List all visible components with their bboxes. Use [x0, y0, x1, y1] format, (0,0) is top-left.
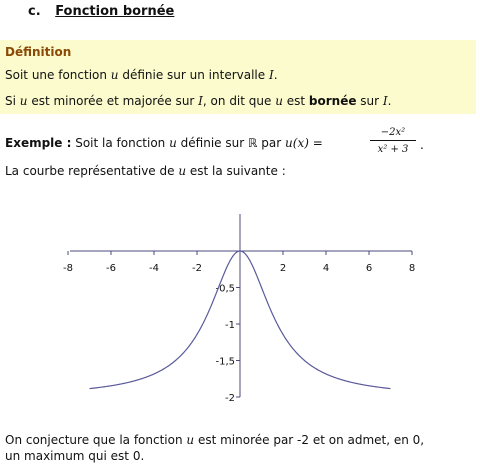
x-tick-label: 8: [408, 263, 416, 274]
section-title: Fonction bornée: [55, 4, 175, 19]
chart-axes: [70, 214, 412, 397]
definition-title: Définition: [5, 45, 72, 59]
x-tick-label: -6: [106, 263, 116, 274]
var-u: u: [178, 164, 187, 178]
x-tick-label: 6: [365, 263, 373, 274]
var-u: u: [169, 136, 177, 150]
fraction-dot: .: [420, 138, 424, 152]
example-line: Exemple : Soit la fonction u définie sur ℝ par u(x) =: [5, 136, 323, 150]
fraction-denominator: x² + 3: [377, 144, 409, 155]
chart-ticks: [63, 251, 415, 404]
var-u: u: [19, 94, 28, 108]
var-u: u: [186, 433, 195, 447]
definition-line-1: Soit une fonction u définie sur un intervalle I.: [5, 68, 278, 82]
keyword-bornee: bornée: [308, 94, 357, 108]
var-u: u: [275, 94, 283, 108]
definition-line-2: Si u est minorée et majorée sur I, on dit que u est bornée sur I.: [5, 94, 392, 108]
function-notation: u(x): [285, 136, 309, 150]
set-I: I: [198, 94, 203, 108]
x-tick-label: -2: [192, 263, 202, 274]
x-tick-label: -4: [149, 263, 159, 274]
var-u: u: [110, 68, 119, 82]
x-tick-label: -8: [63, 263, 73, 274]
y-tick-label: -1,5: [215, 356, 235, 368]
y-tick-label: -2: [225, 393, 235, 404]
section-number: c.: [28, 4, 41, 19]
x-tick-label: 4: [322, 263, 330, 274]
conclusion-line-2: un maximum qui est 0.: [5, 449, 145, 463]
set-reals: ℝ: [247, 136, 258, 150]
example-label: Exemple :: [5, 136, 72, 150]
set-I: I: [268, 68, 274, 82]
conclusion-line-1: On conjecture que la fonction u est minorée par -2 et on admet, en 0,: [5, 433, 425, 447]
y-tick-label: -1: [225, 320, 235, 331]
curve-intro: La courbe représentative de u est la suivante :: [5, 164, 286, 178]
y-tick-label: -0,5: [215, 283, 235, 295]
set-I: I: [382, 94, 388, 108]
fraction-numerator: −2x²: [370, 126, 416, 141]
x-tick-label: 2: [279, 263, 287, 274]
